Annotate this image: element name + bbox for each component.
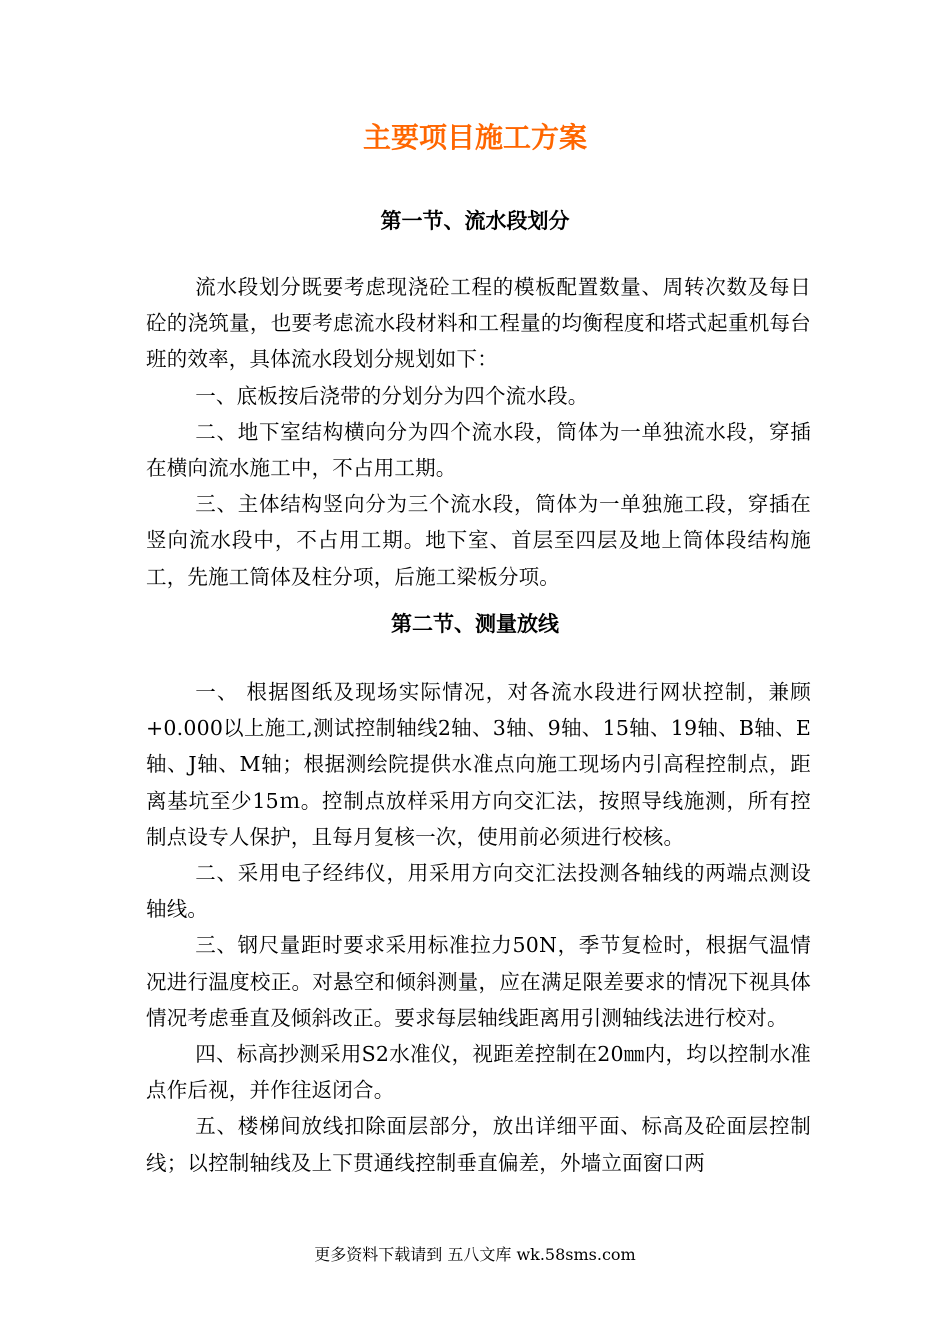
paragraph: 一、底板按后浇带的分划分为四个流水段。 (195, 383, 589, 408)
paragraph: 五、楼梯间放线扣除面层部分，放出详细平面、标高及砼面层控制线；以控制轴线及上下贯通线控制垂直偏差，外墙立面窗口两 (146, 1114, 811, 1175)
paragraph: 三、钢尺量距时要求采用标准拉力50N，季节复检时，根据气温情况进行温度校正。对悬空和倾斜测量，应在满足限差要求的情况下视具体情况考虑垂直及倾斜改正。要求每层轴线距离用引测轴线法进行校对。 (146, 933, 811, 1030)
paragraph: 流水段划分既要考虑现浇砼工程的模板配置数量、周转次数及每日砼的浇筑量，也要考虑流水段材料和工程量的均衡程度和塔式起重机每台班的效率，具体流水段划分规划如下： (146, 275, 811, 372)
section-heading-survey-layout: 第二节、测量放线 (391, 612, 559, 636)
section-body-survey-layout (146, 674, 811, 1181)
paragraph: 二、地下室结构横向分为四个流水段，筒体为一单独流水段，穿插在横向流水施工中，不占用工期。 (146, 419, 811, 481)
section-body-flow-division (146, 269, 811, 595)
section-heading-flow-division: 第一节、流水段划分 (380, 209, 570, 233)
paragraph: 一、 根据图纸及现场实际情况，对各流水段进行网状控制，兼顾+0.000以上施工,测试控制轴线2轴、3轴、9轴、15轴、19轴、B轴、E轴、J轴、M轴；根据测绘院提供水准点向施工现场内引高程控制点，距离基坑至少15ｍ。控制点放样采用方向交汇法，按照导线施测，所有控制点设专人保护，且每月复核一次，使用前必须进行校核。 (146, 680, 811, 849)
paragraph: 三、主体结构竖向分为三个流水段，筒体为一单独施工段，穿插在竖向流水段中，不占用工期。地下室、首层至四层及地上筒体段结构施工，先施工筒体及柱分项，后施工梁板分项。 (146, 492, 811, 589)
paragraph: 二、采用电子经纬仪，用采用方向交汇法投测各轴线的两端点测设轴线。 (146, 861, 811, 922)
footer-link-text[interactable]: 更多资料下载请到 五八文库 wk.58sms.com (314, 1245, 636, 1264)
document-title: 主要项目施工方案 (362, 121, 587, 154)
paragraph: 四、标高抄测采用S2水准仪，视距差控制在20㎜内，均以控制水准点作后视，并作往返闭合。 (146, 1042, 811, 1103)
